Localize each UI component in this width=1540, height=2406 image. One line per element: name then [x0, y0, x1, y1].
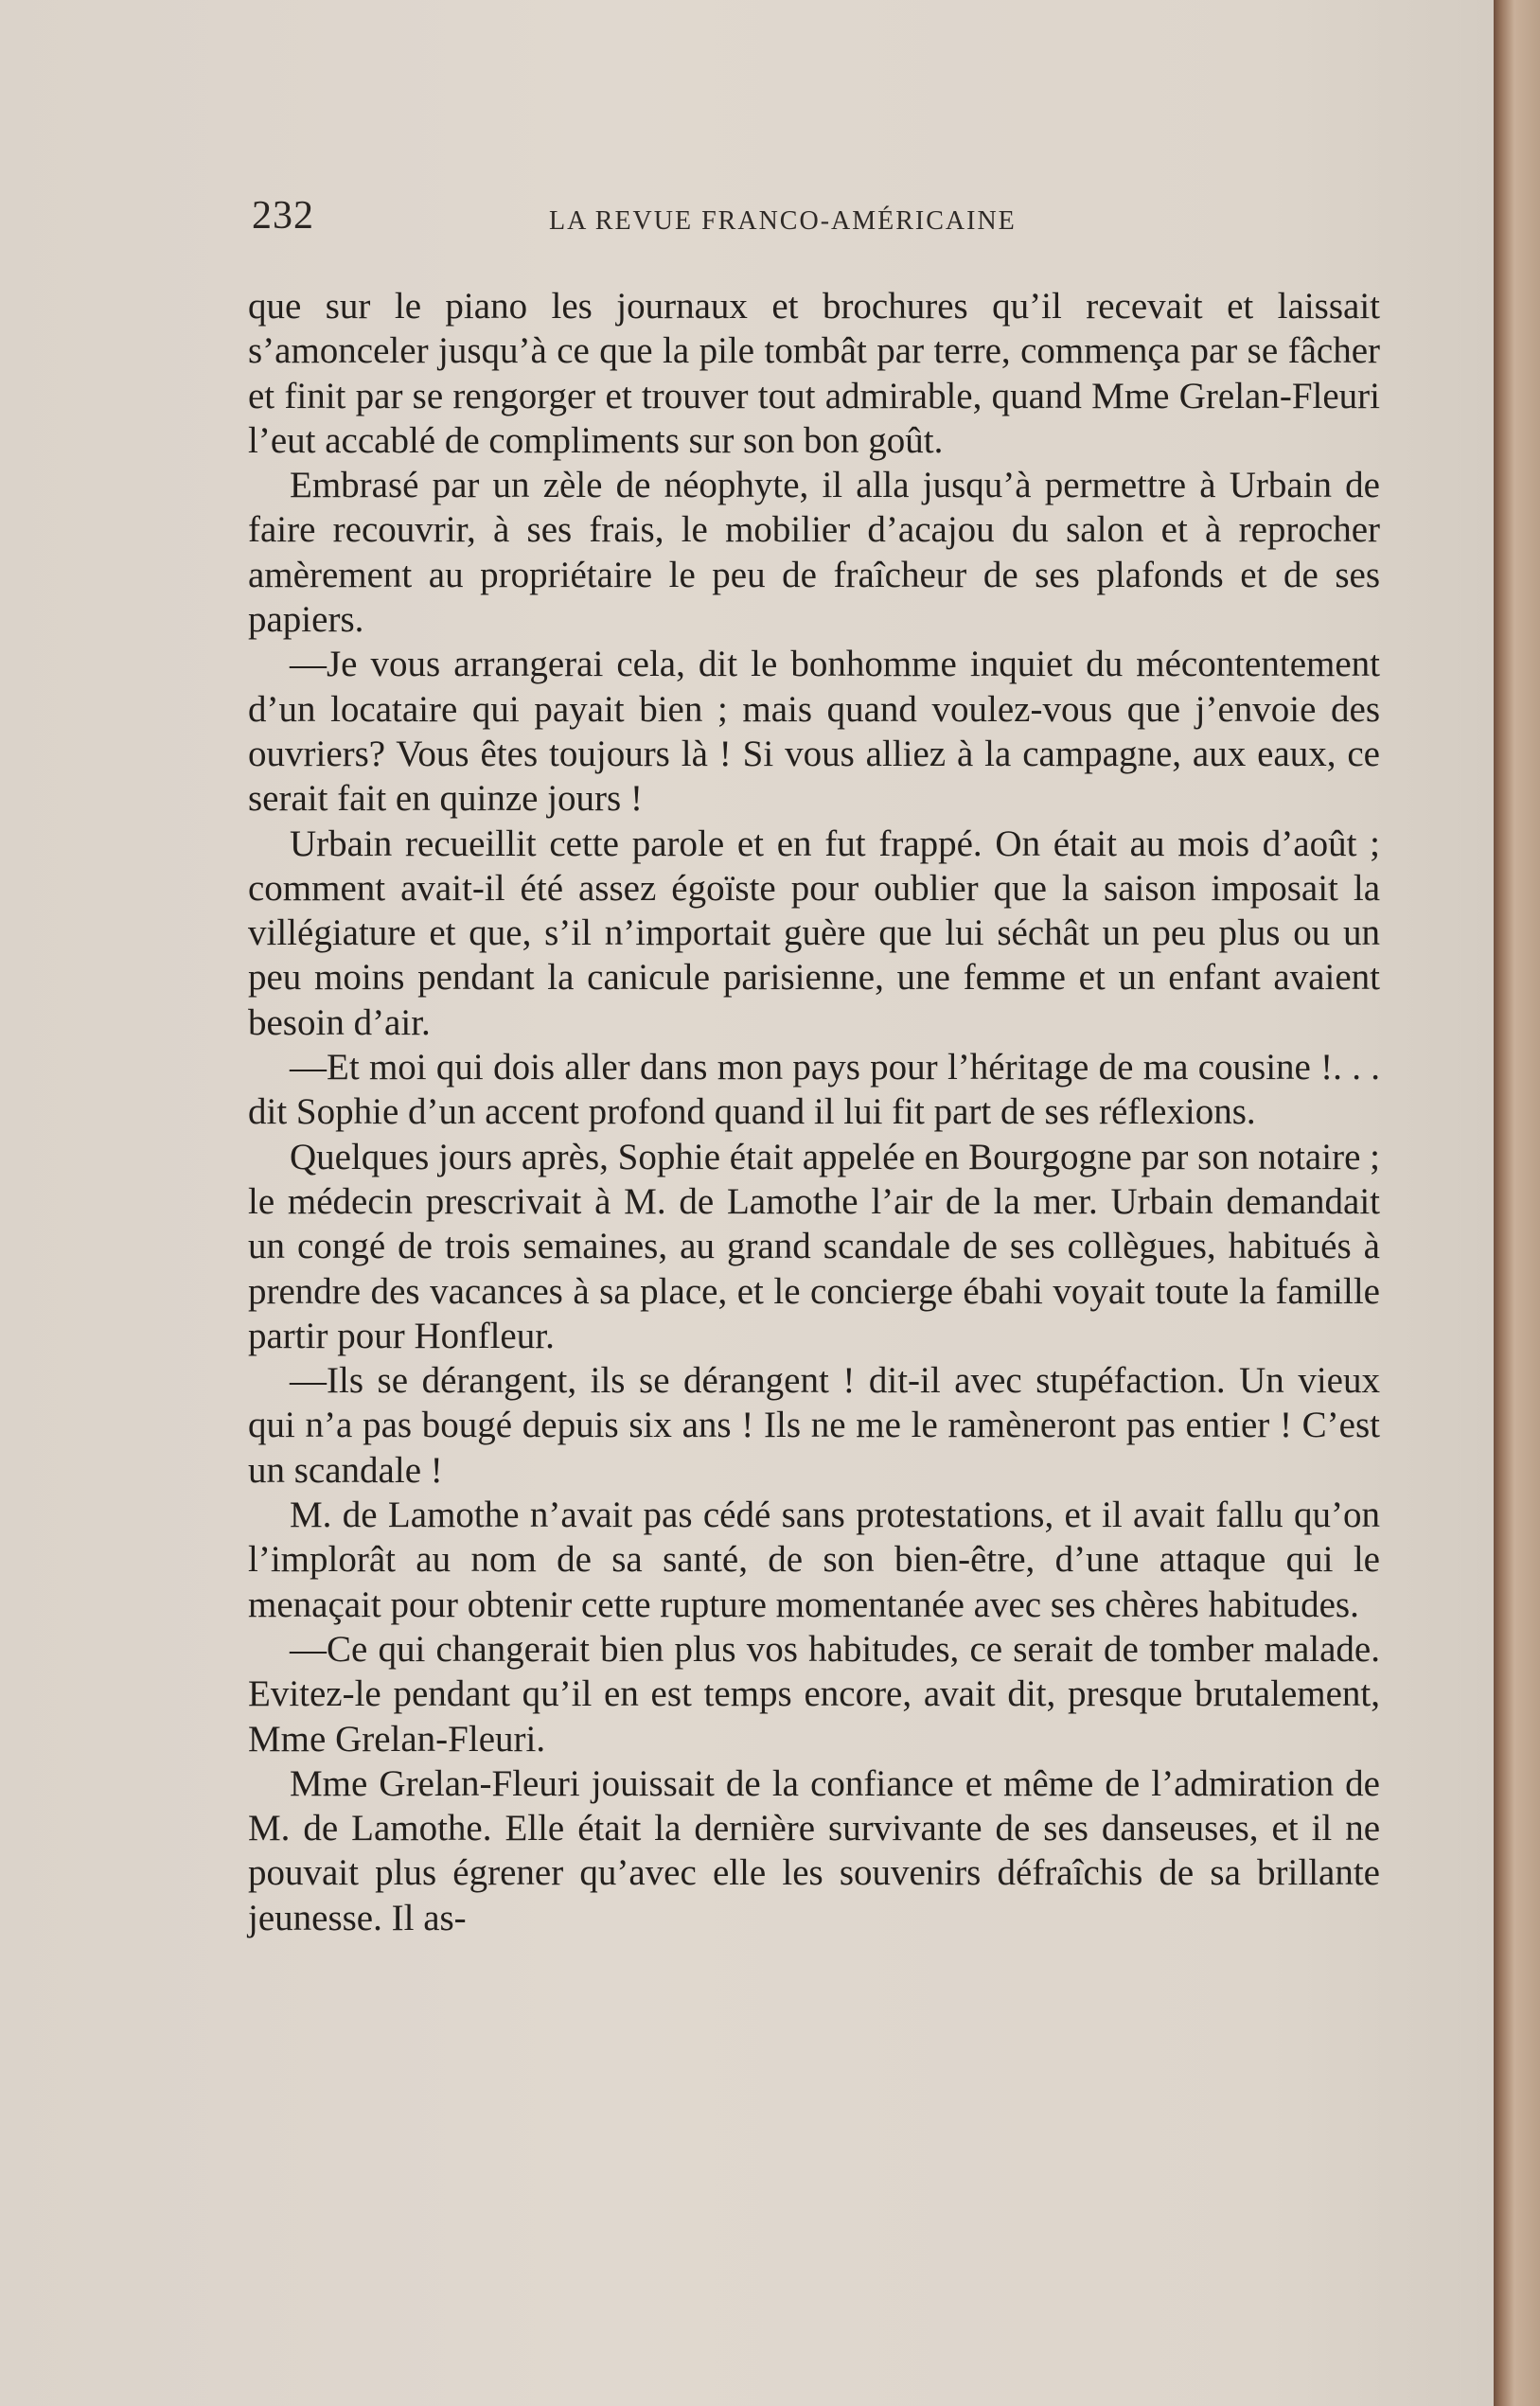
paragraph: Embrasé par un zèle de néophyte, il alla jusqu’à permettre à Urbain de faire recouvrir, à ses frais, le mobilier d’acajou du salon et à reprocher amèrement au propriétaire le peu de fraîcheur de ses plafonds et de ses papiers. — [248, 465, 1380, 641]
paragraph: que sur le piano les journaux et brochures qu’il recevait et laissait s’amonceler jusqu’à ce que la pile tombât par terre, commença par se fâcher et finit par se rengorger et trouver tout admirable, quand Mme Grelan-Fleuri l’eut accablé de compliments sur son bon goût. — [248, 286, 1380, 461]
paragraph: —Et moi qui dois aller dans mon pays pour l’héritage de ma cousine !. . . dit Sophie d’un accent profond quand il lui fit part de ses réflexions. — [248, 1047, 1380, 1133]
page-edge — [1494, 0, 1540, 2406]
paragraph: —Je vous arrangerai cela, dit le bonhomme inquiet du mécontentement d’un locataire qui payait bien ; mais quand voulez-vous que j’envoie des ouvriers? Vous êtes toujours là ! Si vous alliez à la campagne, aux eaux, ce serait fait en quinze jours ! — [248, 644, 1380, 820]
paragraph: Urbain recueillit cette parole et en fut frappé. On était au mois d’août ; comment avait-il été assez égoïste pour oublier que la saison imposait la villégiature et que, s’il n’importait guère que lui séchât un peu plus ou un peu moins pendant la canicule parisienne, une femme et un enfant avaient besoin d’air. — [248, 823, 1380, 1043]
paragraph: —Ils se dérangent, ils se dérangent ! dit-il avec stupéfaction. Un vieux qui n’a pas bougé depuis six ans ! Ils ne me le ramèneront pas entier ! C’est un scandale ! — [248, 1360, 1380, 1491]
page-number: 232 — [252, 194, 314, 238]
paragraph: M. de Lamothe n’avait pas cédé sans protestations, et il avait fallu qu’on l’implorât au nom de sa santé, de son bien-être, d’une attaque qui le menaçait pour obtenir cette rupture momentanée avec ses chères habitudes. — [248, 1495, 1380, 1625]
page-header — [248, 193, 1380, 250]
paragraph: Quelques jours après, Sophie était appelée en Bourgogne par son notaire ; le médecin prescrivait à M. de Lamothe l’air de la mer. Urbain demandait un congé de trois semaines, au grand scandale de ses collègues, habitués à prendre des vacances à sa place, et le concierge ébahi voyait toute la famille partir pour Honfleur. — [248, 1136, 1380, 1356]
body-text — [248, 284, 1380, 1940]
running-title: LA REVUE FRANCO-AMÉRICAINE — [549, 206, 1017, 236]
paragraph: Mme Grelan-Fleuri jouissait de la confiance et même de l’admiration de M. de Lamothe. Elle était la dernière survivante de ses danseuses, et il ne pouvait plus égrener qu’avec elle les souvenirs défraîchis de sa brillante jeunesse. Il as- — [248, 1762, 1380, 1938]
paragraph: —Ce qui changerait bien plus vos habitudes, ce serait de tomber malade. Evitez-le pendant qu’il en est temps encore, avait dit, presque brutalement, Mme Grelan-Fleuri. — [248, 1628, 1380, 1760]
